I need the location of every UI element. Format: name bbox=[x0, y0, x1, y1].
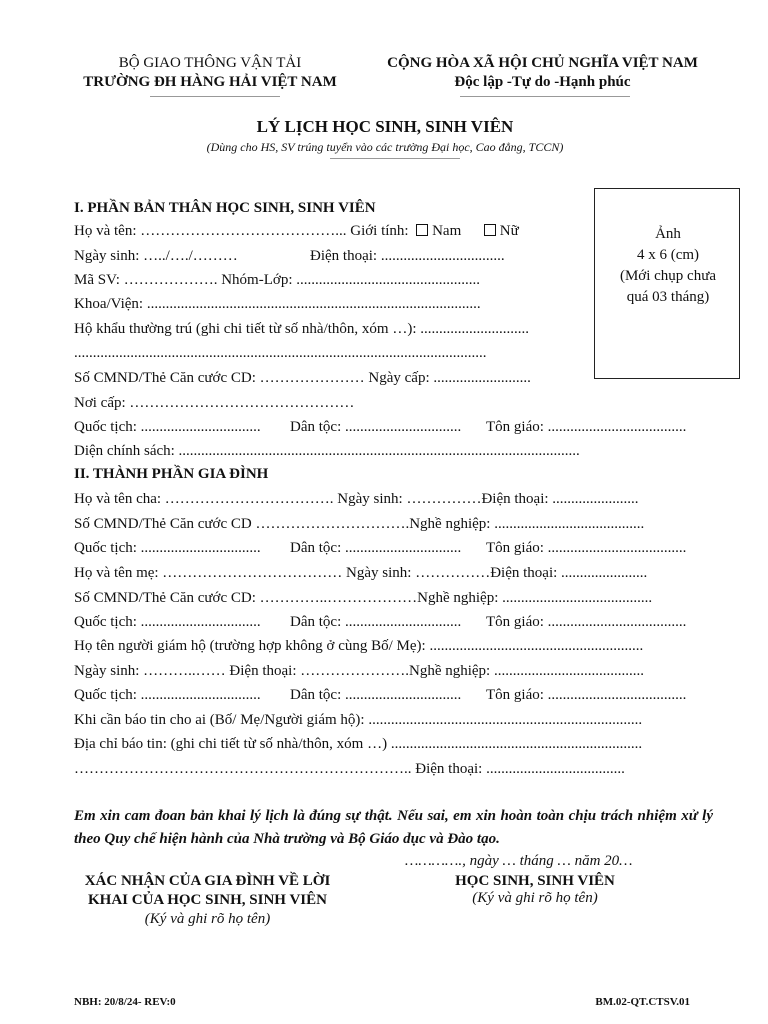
mother-name-field[interactable]: Họ và tên mẹ: ……………………………… Ngày sinh: ……………Điện thoại: ....................... bbox=[74, 565, 648, 581]
father-id-field[interactable]: Số CMND/Thẻ Căn cước CD ………………………….Nghề nghiệp: ........................................ bbox=[74, 516, 645, 532]
student-id-field[interactable]: Mã SV: ………………. Nhóm-Lớp: ................................................. bbox=[74, 272, 480, 288]
university-name: TRƯỜNG ĐH HÀNG HẢI VIỆT NAM bbox=[83, 74, 337, 90]
student-name-label: Họ và tên: …………………………………... Giới tính: bbox=[74, 223, 409, 239]
father-nationality-field[interactable]: Quốc tịch: ................................ bbox=[74, 540, 261, 556]
gender-female-label: Nữ bbox=[499, 223, 519, 239]
student-religion-field[interactable]: Tôn giáo: ..................................... bbox=[486, 419, 687, 435]
guardian-ethnicity-field[interactable]: Dân tộc: ............................... bbox=[290, 687, 462, 703]
father-name-field[interactable]: Họ và tên cha: ……………………………. Ngày sinh: ……………Điện thoại: ....................... bbox=[74, 491, 639, 507]
date-line[interactable]: …………., ngày … tháng … năm 20… bbox=[405, 853, 633, 869]
mother-religion-field[interactable]: Tôn giáo: ..................................... bbox=[486, 614, 687, 630]
student-dob-field[interactable]: Ngày sinh: …../…./……… bbox=[74, 248, 238, 264]
title-divider bbox=[330, 158, 460, 159]
section2-heading: II. THÀNH PHẦN GIA ĐÌNH bbox=[74, 466, 269, 482]
family-confirm-title-1: XÁC NHẬN CỦA GIA ĐÌNH VỀ LỜI bbox=[84, 873, 331, 889]
mother-id-field[interactable]: Số CMND/Thẻ Căn cước CD: …………..………………Nghề nghiệp: ........................................ bbox=[74, 590, 653, 606]
issued-at-field[interactable]: Nơi cấp: ……………………………………… bbox=[74, 395, 355, 411]
mother-nationality-field[interactable]: Quốc tịch: ................................ bbox=[74, 614, 261, 630]
guardian-nationality-field[interactable]: Quốc tịch: ................................ bbox=[74, 687, 261, 703]
header-left-divider bbox=[150, 96, 280, 97]
declaration-text: Em xin cam đoan bản khai lý lịch là đúng sự thật. Nếu sai, em xin hoàn toàn chịu trách nhiệm xử lý theo Quy chế hiện hành của Nhà trường và Bộ Giáo dục và Đào tạo. bbox=[74, 808, 713, 847]
photo-note-2: quá 03 tháng) bbox=[626, 289, 710, 305]
notify-address-cont-field[interactable]: ………………………………………………………….. Điện thoại: ..................................... bbox=[74, 761, 625, 777]
family-confirm-title-2: KHAI CỦA HỌC SINH, SINH VIÊN bbox=[88, 892, 327, 908]
student-sign-note: (Ký và ghi rõ họ tên) bbox=[472, 890, 598, 906]
ministry-name: BỘ GIAO THÔNG VẬN TẢI bbox=[118, 55, 302, 71]
footer-revision: NBH: 20/8/24- REV:0 bbox=[74, 996, 176, 1008]
policy-field[interactable]: Diện chính sách: ........................................................................................................... bbox=[74, 443, 580, 459]
country-motto: Độc lập -Tự do -Hạnh phúc bbox=[454, 74, 631, 90]
gender-female-checkbox[interactable] bbox=[484, 224, 496, 236]
photo-box bbox=[594, 188, 740, 379]
student-nationality-field[interactable]: Quốc tịch: ................................ bbox=[74, 419, 261, 435]
guardian-name-field[interactable]: Họ tên người giám hộ (trường hợp không ở cùng Bố/ Mẹ): ......................................................... bbox=[74, 638, 644, 654]
student-ethnicity-field[interactable]: Dân tộc: ............................... bbox=[290, 419, 462, 435]
residence-field-cont[interactable]: .............................................................................................................. bbox=[74, 345, 487, 361]
student-name-field[interactable] bbox=[74, 222, 519, 240]
id-card-field[interactable]: Số CMND/Thẻ Căn cước CD: ………………… Ngày cấp: .......................... bbox=[74, 370, 531, 386]
notify-address-field[interactable]: Địa chỉ báo tin: (ghi chi tiết từ số nhà/thôn, xóm …) ................................................................... bbox=[74, 736, 643, 752]
photo-label: Ảnh bbox=[655, 226, 681, 242]
father-religion-field[interactable]: Tôn giáo: ..................................... bbox=[486, 540, 687, 556]
page-subtitle: (Dùng cho HS, SV trúng tuyển vào các trường Đại học, Cao đẳng, TCCN) bbox=[206, 140, 564, 154]
father-ethnicity-field[interactable]: Dân tộc: ............................... bbox=[290, 540, 462, 556]
guardian-religion-field[interactable]: Tôn giáo: ..................................... bbox=[486, 687, 687, 703]
footer-form-code: BM.02-QT.CTSV.01 bbox=[595, 996, 690, 1008]
mother-ethnicity-field[interactable]: Dân tộc: ............................... bbox=[290, 614, 462, 630]
student-sign-title: HỌC SINH, SINH VIÊN bbox=[455, 873, 615, 889]
photo-note-1: (Mới chụp chưa bbox=[619, 268, 717, 284]
photo-size: 4 x 6 (cm) bbox=[636, 247, 700, 263]
student-phone-field[interactable]: Điện thoại: ................................. bbox=[310, 248, 505, 264]
residence-field[interactable]: Hộ khẩu thường trú (ghi chi tiết từ số nhà/thôn, xóm …): ............................. bbox=[74, 321, 529, 337]
header-right-divider bbox=[460, 96, 630, 97]
page-title: LÝ LỊCH HỌC SINH, SINH VIÊN bbox=[256, 117, 514, 136]
section1-heading: I. PHẦN BẢN THÂN HỌC SINH, SINH VIÊN bbox=[74, 200, 376, 216]
family-sign-note: (Ký và ghi rõ họ tên) bbox=[144, 911, 271, 927]
notify-who-field[interactable]: Khi cần báo tin cho ai (Bố/ Mẹ/Người giám hộ): ......................................................................... bbox=[74, 712, 643, 728]
gender-male-checkbox[interactable] bbox=[416, 224, 428, 236]
gender-male-label: Nam bbox=[432, 223, 462, 239]
faculty-field[interactable]: Khoa/Viện: ......................................................................................... bbox=[74, 296, 481, 312]
country-name: CỘNG HÒA XÃ HỘI CHỦ NGHĨA VIỆT NAM bbox=[387, 55, 698, 71]
guardian-dob-field[interactable]: Ngày sinh: ………..…… Điện thoại: ………………….Nghề nghiệp: ........................................ bbox=[74, 663, 644, 679]
